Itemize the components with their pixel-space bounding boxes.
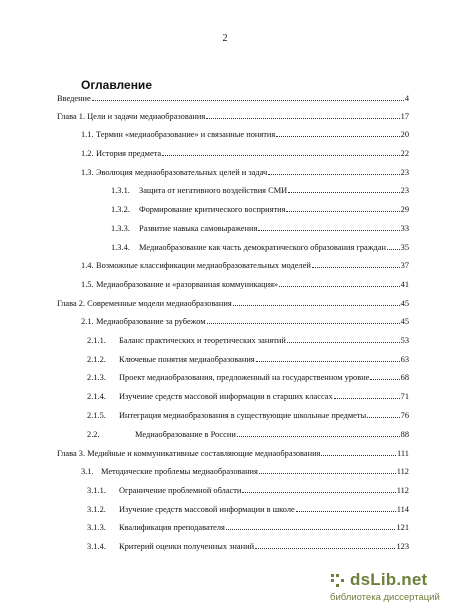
toc-entry: 1.4. Возможные классификации медиаобразовательных моделей 37 — [81, 261, 409, 270]
toc-entry: 2.1.2. Ключевые понятия медиаобразования 63 — [87, 355, 409, 364]
toc-entry-page: 20 — [400, 130, 409, 139]
toc-entry-page: 45 — [400, 317, 409, 326]
toc-entry-page: 88 — [400, 430, 409, 439]
toc-entry — [57, 448, 409, 459]
toc-entry-page: 29 — [400, 205, 409, 214]
toc-entry: 1.3.3. Развитие навыка самовыражения 33 — [111, 224, 409, 233]
toc-entry-page: 112 — [396, 467, 409, 476]
toc-entry: 1.1. Термин «медиаобразование» и связанные понятия 20 — [81, 130, 409, 139]
toc-entry: 2.1.3. Проект медиаобразования, предложенный на государственном уровне 68 — [87, 373, 409, 382]
toc-entry-text: Проект медиаобразования, предложенный на государственном уровне — [119, 373, 370, 382]
toc-entry: 1.2. История предмета 22 — [81, 149, 409, 158]
toc-entry: 3.1.4. Критерий оценки полученных знаний 123 — [87, 542, 409, 551]
toc-entry-page: 114 — [396, 505, 409, 514]
toc-entry-text: Методические проблемы медиаобразования — [101, 467, 258, 476]
toc-entry-page: 22 — [400, 149, 409, 158]
toc-entry-text: Термин «медиаобразование» и связанные понятия — [96, 130, 276, 139]
toc-entry-page: 23 — [400, 168, 409, 177]
toc-entry-page: 53 — [400, 336, 409, 345]
toc-entry-page: 123 — [396, 542, 409, 551]
toc-entry-text: Введение — [57, 94, 91, 103]
toc-entry-text: Критерий оценки полученных знаний — [119, 542, 255, 551]
toc-entry: 3.1.2. Изучение средств массовой информации в школе 114 — [87, 505, 409, 514]
toc-entry-text: Возможные классификации медиаобразовательных моделей — [96, 261, 311, 270]
toc-entry-page: 71 — [400, 392, 409, 401]
toc-entry-page: 17 — [400, 112, 409, 121]
toc-entry-text: Глава 3. Медийные и коммуникативные составляющие медиаобразования — [57, 449, 321, 458]
toc-entry: 3.1.1. Ограничение проблемной области 112 — [87, 486, 409, 495]
toc-entry-text: Защита от негативного воздействия СМИ — [139, 186, 288, 195]
toc-entry: 2.1. Медиаобразование за рубежом 45 — [81, 317, 409, 326]
toc-entry-text: Эволюция медиаобразовательных целей и задач — [96, 168, 268, 177]
toc-entry-page: 111 — [397, 449, 409, 458]
toc-entry-text: Глава 1. Цели и задачи медиаобразования — [57, 112, 206, 121]
toc-entry-text: Ограничение проблемной области — [119, 486, 242, 495]
toc-entry-page: 121 — [396, 523, 409, 532]
toc-entry-text: Ключевые понятия медиаобразования — [119, 355, 255, 364]
toc-entry-text: Интеграция медиаобразования в существующие школьные предметы — [119, 411, 367, 420]
toc-entry-page: 37 — [400, 261, 409, 270]
page-number: 2 — [222, 33, 228, 44]
toc-entry: 3.1.3. Квалификация преподавателя 121 — [87, 523, 409, 532]
toc-entry-page: 68 — [400, 373, 409, 382]
toc-entry-text: Медиаобразование как часть демократического образования граждан — [139, 243, 386, 252]
toc-entry: 2.1.4. Изучение средств массовой информации в старших классах 71 — [87, 392, 409, 401]
toc-entry: 2.1.1. Баланс практических и теоретических занятий 53 — [87, 336, 409, 345]
toc-entry — [57, 111, 409, 122]
toc-entry-page: 41 — [400, 280, 409, 289]
toc-entry-page: 35 — [400, 243, 409, 252]
toc-entry-page: 33 — [400, 224, 409, 233]
toc-entry-text: Развитие навыка самовыражения — [139, 224, 258, 233]
toc-entry-text: Баланс практических и теоретических занятий — [119, 336, 286, 345]
toc-entry-text: Медиаобразование за рубежом — [96, 317, 206, 326]
toc-entry-text: Формирование критического восприятия — [139, 205, 286, 214]
toc-entry-text: Глава 2. Современные модели медиаобразования — [57, 299, 232, 308]
toc-entry: 3.1. Методические проблемы медиаобразования 112 — [81, 467, 409, 476]
toc-entry: 1.3.4. Медиаобразование как часть демократического образования граждан 35 — [111, 243, 409, 252]
toc-entry — [57, 298, 409, 309]
toc-entry: 2.2. Медиаобразование в России 88 — [87, 430, 409, 439]
dslib-logo-icon — [330, 573, 346, 589]
toc-entry: 1.3.1. Защита от негативного воздействия СМИ 23 — [111, 186, 409, 195]
watermark-logo-text: dsLib.net — [350, 570, 428, 589]
toc-entry-text: История предмета — [96, 149, 162, 158]
toc-entry-page: 45 — [400, 299, 409, 308]
toc-title: Оглавление — [81, 78, 152, 92]
dslib-watermark — [330, 570, 442, 606]
toc-entry-text: Изучение средств массовой информации в школе — [119, 505, 295, 514]
toc-entry — [57, 93, 409, 104]
toc-entry-text: Медиаобразование и «разорванная коммуникация» — [96, 280, 279, 289]
toc-entry: 2.1.5. Интеграция медиаобразования в существующие школьные предметы 76 — [87, 411, 409, 420]
toc-entry-text: Изучение средств массовой информации в старших классах — [119, 392, 333, 401]
toc-entry: 1.3.2. Формирование критического восприятия 29 — [111, 205, 409, 214]
toc-entry-page: 23 — [400, 186, 409, 195]
toc-entry-page: 63 — [400, 355, 409, 364]
toc-entry-page: 112 — [396, 486, 409, 495]
watermark-subtitle: библиотека диссертаций — [330, 592, 440, 603]
toc-entry: 1.5. Медиаобразование и «разорванная коммуникация» 41 — [81, 280, 409, 289]
toc-entry: 1.3. Эволюция медиаобразовательных целей и задач 23 — [81, 168, 409, 177]
toc-entry-page: 4 — [404, 94, 409, 103]
toc-entry-text: Квалификация преподавателя — [119, 523, 225, 532]
toc-entry-page: 76 — [400, 411, 409, 420]
toc-entry-text: Медиаобразование в России — [135, 430, 236, 439]
